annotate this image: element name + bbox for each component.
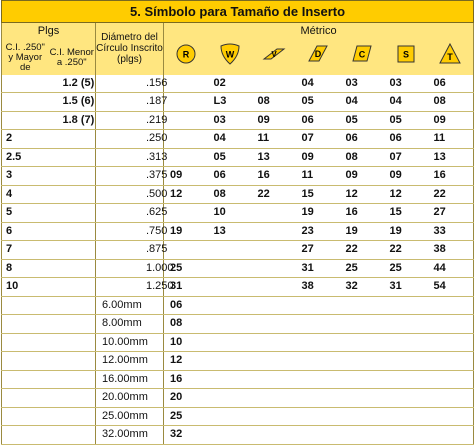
plgs-large-cell: [2, 370, 49, 389]
plgs-small-cell: [49, 333, 96, 352]
metric-C-cell: 04: [340, 93, 384, 112]
metric-C-cell: 16: [340, 204, 384, 223]
shape-C-cell: [340, 41, 384, 75]
plgs-large-cell: [2, 352, 49, 371]
metric-T-cell: [428, 315, 474, 334]
table-row: [2, 370, 474, 389]
plgs-small-cell: [49, 426, 96, 445]
table-row: [2, 111, 474, 130]
metric-T-cell: [428, 389, 474, 408]
metric-V-cell: [252, 204, 296, 223]
metric-S-cell: 12: [384, 185, 428, 204]
metric-D-cell: 23: [296, 222, 340, 241]
metric-T-cell: 09: [428, 111, 474, 130]
shape-T-cell: [428, 41, 474, 75]
plgs-small-cell: [49, 389, 96, 408]
metric-R-cell: [164, 148, 208, 167]
metric-V-cell: [252, 259, 296, 278]
metric-T-cell: 27: [428, 204, 474, 223]
metric-T-cell: 22: [428, 185, 474, 204]
metric-W-cell: [208, 407, 252, 426]
metric-C-cell: 06: [340, 130, 384, 149]
diameter-cell: 8.00mm: [96, 315, 164, 334]
metric-R-cell: 20: [164, 389, 208, 408]
metric-D-cell: 27: [296, 241, 340, 260]
metric-T-cell: [428, 333, 474, 352]
shape-letter: R: [182, 49, 189, 60]
plgs-small-cell: [49, 296, 96, 315]
diameter-cell: 6.00mm: [96, 296, 164, 315]
metric-R-cell: 32: [164, 426, 208, 445]
metric-C-cell: 08: [340, 148, 384, 167]
metric-D-cell: 38: [296, 278, 340, 297]
metric-S-cell: 04: [384, 93, 428, 112]
diameter-cell: .625: [96, 204, 164, 223]
ci-250-and-over-header: C.I. .250" y Mayor de: [2, 41, 49, 75]
plgs-small-cell: [49, 167, 96, 186]
diameter-cell: .375: [96, 167, 164, 186]
plgs-large-cell: 2.5: [2, 148, 49, 167]
plgs-large-cell: 4: [2, 185, 49, 204]
metric-C-cell: 12: [340, 185, 384, 204]
metric-C-cell: 09: [340, 167, 384, 186]
metric-D-cell: [296, 296, 340, 315]
metric-D-cell: 15: [296, 185, 340, 204]
table-row: [2, 222, 474, 241]
table-row: [2, 352, 474, 371]
metric-T-cell: [428, 407, 474, 426]
metric-W-cell: [208, 426, 252, 445]
metric-D-cell: 06: [296, 111, 340, 130]
diameter-cell: .750: [96, 222, 164, 241]
rhombic-80-insert-icon: [351, 43, 373, 65]
diameter-cell: .875: [96, 241, 164, 260]
metric-S-cell: 03: [384, 75, 428, 93]
plgs-large-cell: [2, 111, 49, 130]
plgs-large-cell: 2: [2, 130, 49, 149]
plgs-large-cell: 6: [2, 222, 49, 241]
table-row: [2, 259, 474, 278]
metric-D-cell: 19: [296, 204, 340, 223]
table-row: [2, 389, 474, 408]
plgs-header: Plgs: [2, 23, 96, 41]
metric-V-cell: 11: [252, 130, 296, 149]
metric-D-cell: 04: [296, 75, 340, 93]
metric-S-cell: [384, 296, 428, 315]
metric-S-cell: [384, 407, 428, 426]
metric-R-cell: 25: [164, 259, 208, 278]
triangle-insert-icon: [439, 43, 461, 65]
table-row: [2, 333, 474, 352]
metric-C-cell: 25: [340, 259, 384, 278]
plgs-small-cell: [49, 352, 96, 371]
metric-W-cell: [208, 278, 252, 297]
metric-D-cell: [296, 370, 340, 389]
plgs-large-cell: 3: [2, 167, 49, 186]
plgs-small-cell: [49, 278, 96, 297]
metric-V-cell: 22: [252, 185, 296, 204]
metric-C-cell: [340, 407, 384, 426]
plgs-large-cell: [2, 333, 49, 352]
plgs-small-cell: [49, 185, 96, 204]
metric-V-cell: [252, 241, 296, 260]
metric-V-cell: 09: [252, 111, 296, 130]
plgs-large-cell: [2, 296, 49, 315]
metric-D-cell: 09: [296, 148, 340, 167]
metric-S-cell: 31: [384, 278, 428, 297]
metric-C-cell: 19: [340, 222, 384, 241]
metric-V-cell: [252, 278, 296, 297]
metric-V-cell: [252, 352, 296, 371]
plgs-large-cell: [2, 426, 49, 445]
diameter-cell: 1.250: [96, 278, 164, 297]
metric-T-cell: 11: [428, 130, 474, 149]
metric-W-cell: 02: [208, 75, 252, 93]
diameter-cell: 12.00mm: [96, 352, 164, 371]
metric-D-cell: 31: [296, 259, 340, 278]
metric-S-cell: 06: [384, 130, 428, 149]
rhombic-35-insert-icon: [263, 43, 285, 65]
metric-S-cell: [384, 333, 428, 352]
metric-T-cell: 54: [428, 278, 474, 297]
diameter-cell: .219: [96, 111, 164, 130]
metric-S-cell: 25: [384, 259, 428, 278]
metric-W-cell: [208, 389, 252, 408]
shape-W-cell: [208, 41, 252, 75]
metric-C-cell: [340, 333, 384, 352]
metric-T-cell: 06: [428, 75, 474, 93]
metric-T-cell: 44: [428, 259, 474, 278]
metric-W-cell: [208, 296, 252, 315]
plgs-small-cell: [49, 241, 96, 260]
table-row: [2, 241, 474, 260]
plgs-large-cell: 10: [2, 278, 49, 297]
metric-S-cell: 07: [384, 148, 428, 167]
metric-W-cell: 13: [208, 222, 252, 241]
metric-W-cell: 10: [208, 204, 252, 223]
metric-V-cell: 13: [252, 148, 296, 167]
metric-T-cell: 38: [428, 241, 474, 260]
metric-R-cell: 08: [164, 315, 208, 334]
metric-C-cell: [340, 352, 384, 371]
table-row: [2, 93, 474, 112]
plgs-small-cell: 1.5 (6): [49, 93, 96, 112]
metric-C-cell: 22: [340, 241, 384, 260]
plgs-large-cell: 8: [2, 259, 49, 278]
metric-R-cell: [164, 111, 208, 130]
metric-D-cell: [296, 352, 340, 371]
metric-S-cell: [384, 315, 428, 334]
metric-W-cell: 08: [208, 185, 252, 204]
shape-V-cell: [252, 41, 296, 75]
metric-T-cell: 08: [428, 93, 474, 112]
diameter-header: Diámetro del Círculo Inscrito (plgs): [96, 23, 164, 75]
plgs-small-cell: [49, 259, 96, 278]
table-row: [2, 278, 474, 297]
metric-R-cell: 10: [164, 333, 208, 352]
plgs-large-cell: [2, 75, 49, 93]
diameter-cell: 1.000: [96, 259, 164, 278]
metric-W-cell: 04: [208, 130, 252, 149]
plgs-small-cell: [49, 148, 96, 167]
diameter-cell: 25.00mm: [96, 407, 164, 426]
trigon-insert-icon: [219, 43, 241, 65]
shape-letter: T: [447, 52, 454, 63]
metric-R-cell: 31: [164, 278, 208, 297]
metric-S-cell: 15: [384, 204, 428, 223]
metric-D-cell: 07: [296, 130, 340, 149]
metric-R-cell: 09: [164, 167, 208, 186]
table-row: [2, 167, 474, 186]
metric-D-cell: 05: [296, 93, 340, 112]
metric-S-cell: [384, 370, 428, 389]
metric-T-cell: 33: [428, 222, 474, 241]
table-row: [2, 130, 474, 149]
metric-R-cell: [164, 93, 208, 112]
metric-C-cell: [340, 426, 384, 445]
metric-T-cell: [428, 426, 474, 445]
metric-C-cell: [340, 296, 384, 315]
metric-D-cell: 11: [296, 167, 340, 186]
metric-T-cell: [428, 370, 474, 389]
metric-D-cell: [296, 315, 340, 334]
metric-R-cell: 19: [164, 222, 208, 241]
square-insert-icon: [395, 43, 417, 65]
metric-D-cell: [296, 389, 340, 408]
metric-S-cell: [384, 352, 428, 371]
diameter-cell: .250: [96, 130, 164, 149]
table-row: [2, 185, 474, 204]
plgs-small-cell: [49, 204, 96, 223]
metric-T-cell: 16: [428, 167, 474, 186]
shape-letter: W: [225, 49, 234, 60]
table-row: [2, 315, 474, 334]
diameter-cell: 32.00mm: [96, 426, 164, 445]
diameter-cell: .156: [96, 75, 164, 93]
metric-R-cell: 06: [164, 296, 208, 315]
metric-T-cell: 13: [428, 148, 474, 167]
plgs-large-cell: 5: [2, 204, 49, 223]
table-row: [2, 407, 474, 426]
metric-V-cell: [252, 296, 296, 315]
metric-R-cell: 12: [164, 352, 208, 371]
shape-R-cell: [164, 41, 208, 75]
shape-letter: D: [314, 49, 321, 60]
metric-R-cell: 25: [164, 407, 208, 426]
metric-W-cell: 05: [208, 148, 252, 167]
plgs-small-cell: [49, 370, 96, 389]
metric-W-cell: [208, 333, 252, 352]
table-row: [2, 75, 474, 93]
plgs-large-cell: [2, 315, 49, 334]
metric-R-cell: [164, 241, 208, 260]
metric-W-cell: [208, 370, 252, 389]
plgs-small-cell: 1.2 (5): [49, 75, 96, 93]
shape-D-cell: [296, 41, 340, 75]
plgs-large-cell: [2, 407, 49, 426]
diameter-cell: 10.00mm: [96, 333, 164, 352]
metric-R-cell: [164, 204, 208, 223]
rhombic-55-insert-icon: [307, 43, 329, 65]
diameter-cell: .313: [96, 148, 164, 167]
metric-C-cell: 03: [340, 75, 384, 93]
shape-letter: V: [270, 50, 277, 60]
metric-R-cell: [164, 130, 208, 149]
plgs-small-cell: [49, 130, 96, 149]
plgs-small-cell: [49, 315, 96, 334]
metric-W-cell: L3: [208, 93, 252, 112]
ci-under-250-header: C.I. Menor a .250": [49, 41, 96, 75]
metric-C-cell: [340, 315, 384, 334]
metric-R-cell: 16: [164, 370, 208, 389]
metric-S-cell: [384, 426, 428, 445]
table-row: [2, 296, 474, 315]
metric-W-cell: [208, 259, 252, 278]
insert-size-body: [1, 75, 474, 445]
metric-V-cell: [252, 333, 296, 352]
metric-V-cell: [252, 370, 296, 389]
metric-C-cell: 05: [340, 111, 384, 130]
metric-D-cell: [296, 407, 340, 426]
plgs-large-cell: [2, 389, 49, 408]
metric-S-cell: 22: [384, 241, 428, 260]
metric-W-cell: [208, 352, 252, 371]
plgs-large-cell: 7: [2, 241, 49, 260]
table-row: [2, 148, 474, 167]
metric-W-cell: 03: [208, 111, 252, 130]
table-row: [2, 204, 474, 223]
shape-letter: S: [402, 49, 409, 60]
metric-R-cell: 12: [164, 185, 208, 204]
metric-header: Métrico: [164, 23, 474, 41]
plgs-small-cell: [49, 407, 96, 426]
metric-V-cell: [252, 75, 296, 93]
metric-S-cell: 05: [384, 111, 428, 130]
metric-D-cell: [296, 426, 340, 445]
round-insert-icon: [175, 43, 197, 65]
metric-W-cell: 06: [208, 167, 252, 186]
diameter-cell: 20.00mm: [96, 389, 164, 408]
metric-S-cell: 09: [384, 167, 428, 186]
metric-V-cell: 16: [252, 167, 296, 186]
metric-V-cell: [252, 426, 296, 445]
metric-S-cell: [384, 389, 428, 408]
metric-D-cell: [296, 333, 340, 352]
metric-T-cell: [428, 352, 474, 371]
table-title: 5. Símbolo para Tamaño de Inserto: [2, 1, 474, 23]
metric-V-cell: 08: [252, 93, 296, 112]
plgs-small-cell: [49, 222, 96, 241]
metric-V-cell: [252, 407, 296, 426]
shape-letter: C: [358, 49, 365, 60]
metric-W-cell: [208, 241, 252, 260]
diameter-cell: 16.00mm: [96, 370, 164, 389]
metric-V-cell: [252, 315, 296, 334]
plgs-large-cell: [2, 93, 49, 112]
metric-W-cell: [208, 315, 252, 334]
metric-V-cell: [252, 389, 296, 408]
metric-C-cell: [340, 389, 384, 408]
insert-size-table: [1, 0, 474, 75]
diameter-cell: .500: [96, 185, 164, 204]
metric-R-cell: [164, 75, 208, 93]
metric-C-cell: 32: [340, 278, 384, 297]
diameter-cell: .187: [96, 93, 164, 112]
plgs-small-cell: 1.8 (7): [49, 111, 96, 130]
shape-S-cell: [384, 41, 428, 75]
metric-V-cell: [252, 222, 296, 241]
metric-C-cell: [340, 370, 384, 389]
metric-S-cell: 19: [384, 222, 428, 241]
table-row: [2, 426, 474, 445]
metric-T-cell: [428, 296, 474, 315]
